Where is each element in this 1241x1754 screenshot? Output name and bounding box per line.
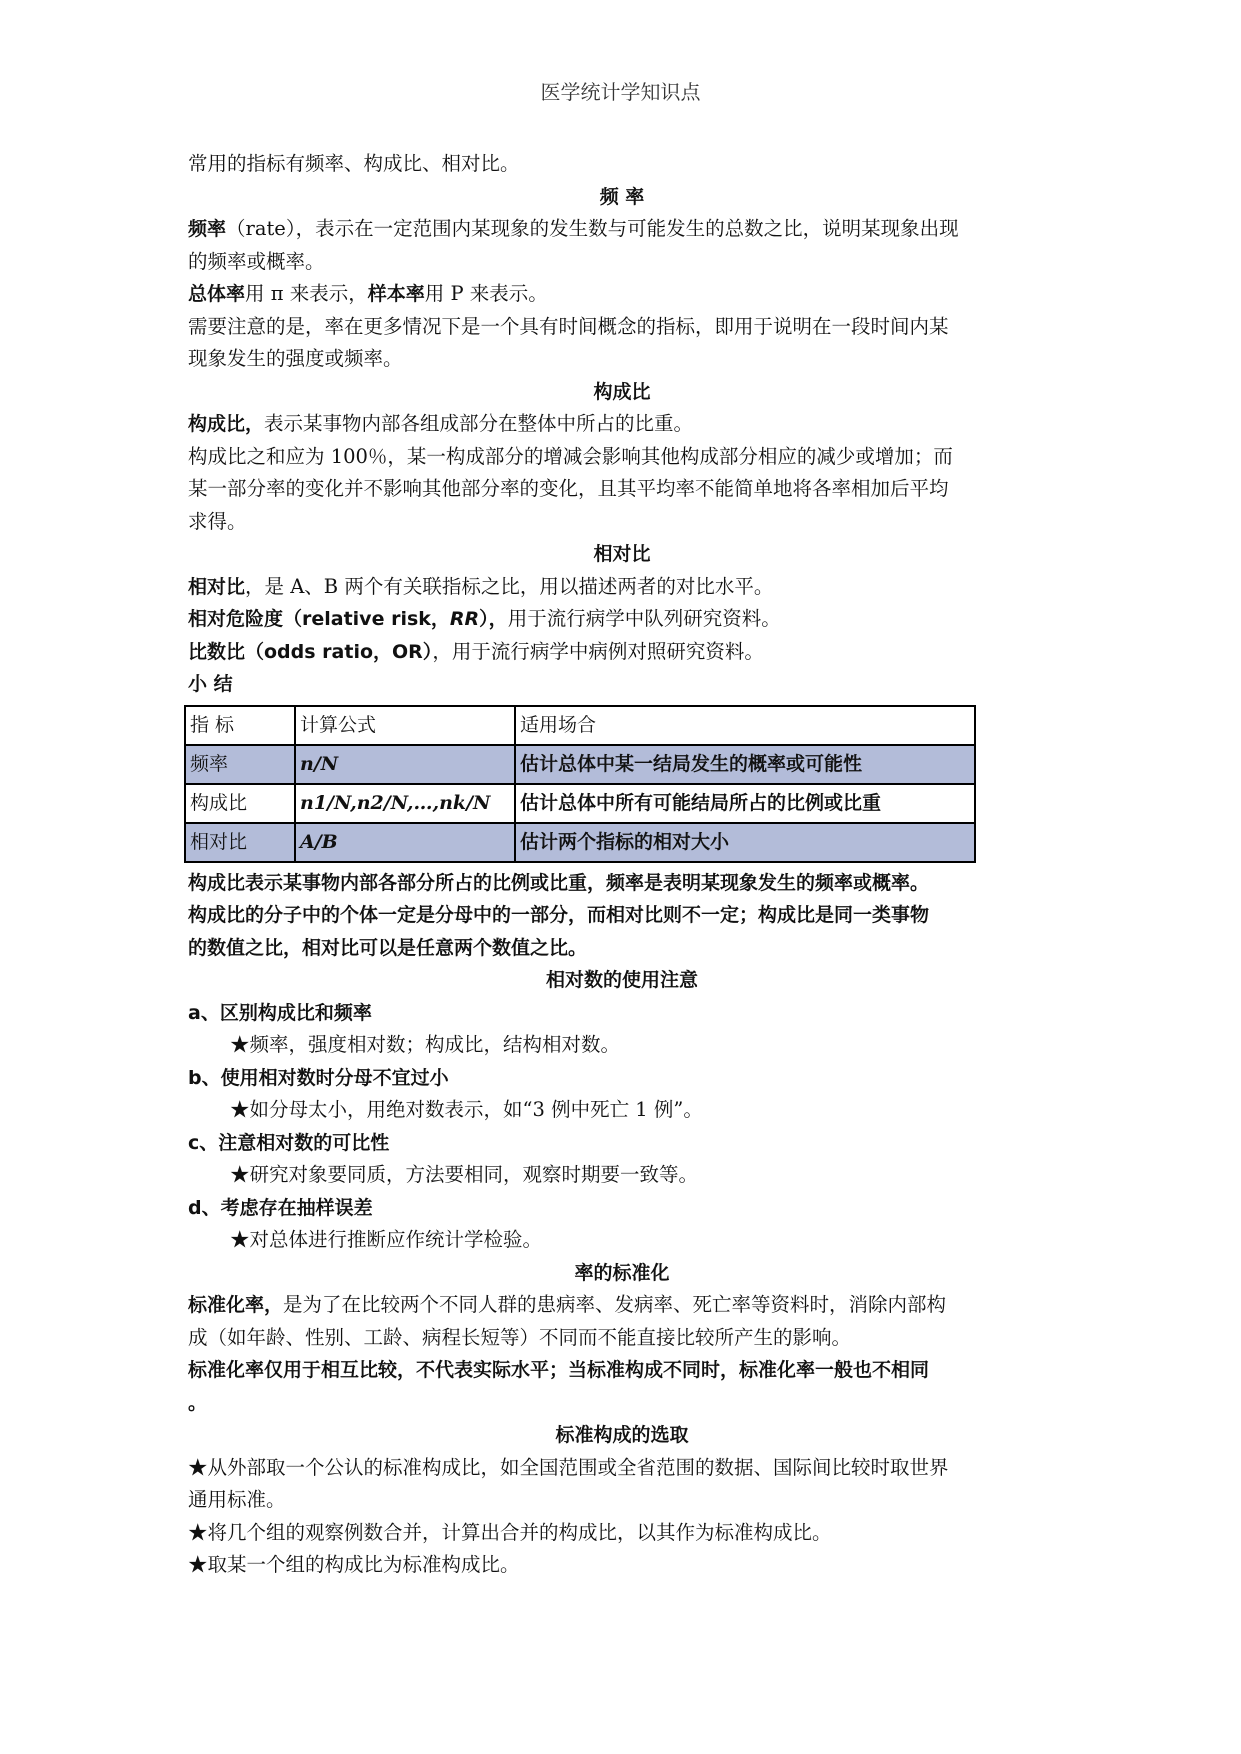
composition-term: 构成比， (188, 413, 265, 435)
heading-usage-notes: 相对数的使用注意 (545, 969, 698, 991)
heading-composition: 构成比 (593, 380, 651, 403)
standardization-note-line2: 。 (188, 1391, 208, 1414)
relative-ratio-term: 相对比 (188, 575, 246, 598)
standardization-def-line2: 成（如年龄、性别、工龄、病程长短等）不同而不能直接比较所产生的影响。 (188, 1325, 852, 1349)
summary-after-line3: 的数值之比，相对比可以是任意两个数值之比。 (188, 936, 588, 959)
relative-risk-abbr: RR (449, 608, 480, 630)
row-usage: 估计总体中所有可能结局所占的比例或比重 (515, 784, 975, 823)
population-rate-text: 用 π 来表示， (245, 282, 368, 305)
heading-summary: 小 结 (188, 673, 233, 695)
standardization-definition (188, 1289, 1056, 1322)
standardization-def-line1: 是为了在比较两个不同人群的患病率、发病率、死亡率等资料时，消除内部构 (283, 1293, 947, 1316)
rate-def-line1: （rate），表示在一定范围内某现象的发生数与可能发生的总数之比，说明某现象出现 (226, 217, 959, 240)
relative-ratio-def-text: ，是 A、B 两个有关联指标之比，用以描述两者的对比水平。 (245, 574, 774, 598)
relative-risk-text: 用于流行病学中队列研究资料。 (507, 607, 781, 630)
table-row (185, 784, 975, 823)
document-body (188, 148, 1056, 1582)
intro-paragraph: 常用的指标有频率、构成比、相对比。 (188, 152, 520, 175)
composition-note-line3: 求得。 (188, 509, 247, 533)
sample-rate-text: 用 P 来表示。 (424, 282, 548, 305)
usage-item-note: ★如分母太小，用绝对数表示，如“3 例中死亡 1 例”。 (230, 1098, 703, 1121)
odds-ratio-text: ，用于流行病学中病例对照研究资料。 (432, 639, 764, 663)
column-header-usage: 适用场合 (515, 706, 975, 745)
standardization-term: 标准化率， (188, 1294, 284, 1316)
population-rate-term: 总体率 (188, 283, 246, 305)
composition-def-text: 表示某事物内部各组成部分在整体中所占的比重。 (264, 412, 694, 435)
composition-note-line1: 构成比之和应为 100％，某一构成部分的增减会影响其他构成部分相应的减少或增加；而 (188, 444, 953, 468)
rate-symbols (188, 278, 1056, 311)
usage-item-note: ★研究对象要同质，方法要相同，观察时期要一致等。 (230, 1163, 699, 1186)
usage-item-note: ★对总体进行推断应作统计学检验。 (230, 1228, 543, 1251)
row-formula: n/N (295, 745, 515, 784)
standardization-note-line1: 标准化率仅用于相互比较，不代表实际水平；当标准构成不同时，标准化率一般也不相同 (188, 1359, 930, 1381)
usage-item-title: c、注意相对数的可比性 (188, 1131, 390, 1154)
choice-item2: ★将几个组的观察例数合并，计算出合并的构成比，以其作为标准构成比。 (188, 1520, 832, 1544)
relative-risk-term-c: ）， (479, 608, 508, 630)
row-indicator-name: 频率 (185, 745, 295, 784)
row-usage: 估计总体中某一结局发生的概率或可能性 (515, 745, 975, 784)
table-row (185, 823, 975, 862)
rate-term: 频率 (188, 218, 227, 240)
choice-item1-line1: ★从外部取一个公认的标准构成比，如全国范围或全省范围的数据、国际间比较时取世界 (188, 1455, 949, 1479)
rate-note-line1: 需要注意的是，率在更多情况下是一个具有时间概念的指标，即用于说明在一段时间内某 (188, 314, 949, 338)
usage-item-title: a、区别构成比和频率 (188, 1001, 372, 1024)
heading-standardization: 率的标准化 (574, 1261, 670, 1284)
table-row (185, 745, 975, 784)
rate-def-line2: 的频率或概率。 (188, 249, 325, 273)
row-indicator-name: 相对比 (185, 823, 295, 862)
rate-note-line2: 现象发生的强度或频率。 (188, 347, 403, 370)
relative-ratio-definition (188, 571, 1056, 604)
row-indicator-name: 构成比 (185, 784, 295, 823)
row-formula: n1/N,n2/N,…,nk/N (295, 784, 515, 823)
usage-item-note: ★频率，强度相对数；构成比，结构相对数。 (230, 1033, 621, 1056)
usage-item-title: d、考虑存在抽样误差 (188, 1196, 373, 1219)
row-formula: A/B (295, 823, 515, 862)
column-header-indicator: 指 标 (185, 706, 295, 745)
composition-note-line2: 某一部分率的变化并不影响其他部分率的变化，且其平均率不能简单地将各率相加后平均 (188, 477, 949, 500)
summary-table (184, 705, 976, 863)
row-usage: 估计两个指标的相对大小 (515, 823, 975, 862)
choice-item1-line2: 通用标准。 (188, 1488, 286, 1511)
column-header-formula: 计算公式 (295, 706, 515, 745)
odds-ratio-term: 比数比（odds ratio，OR） (188, 640, 433, 663)
usage-item-title: b、使用相对数时分母不宜过小 (188, 1066, 449, 1089)
page-header-title: 医学统计学知识点 (540, 80, 701, 104)
summary-after-line2: 构成比的分子中的个体一定是分母中的一部分，而相对比则不一定；构成比是同一类事物 (188, 904, 930, 926)
heading-relative-ratio: 相对比 (593, 543, 651, 565)
choice-item3: ★取某一个组的构成比为标准构成比。 (188, 1553, 520, 1576)
heading-rate: 频 率 (599, 185, 645, 208)
odds-ratio-line (188, 636, 1056, 669)
sample-rate-term: 样本率 (367, 283, 425, 305)
heading-standard-choice: 标准构成的选取 (555, 1424, 689, 1446)
composition-definition (188, 408, 1056, 441)
table-header-row (185, 706, 975, 745)
relative-risk-line (188, 603, 1056, 636)
rate-definition (188, 213, 1056, 246)
relative-risk-term-a: 相对危险度（relative risk， (188, 608, 450, 630)
summary-after-line1: 构成比表示某事物内部各部分所占的比例或比重，频率是表明某现象发生的频率或概率。 (188, 871, 930, 894)
